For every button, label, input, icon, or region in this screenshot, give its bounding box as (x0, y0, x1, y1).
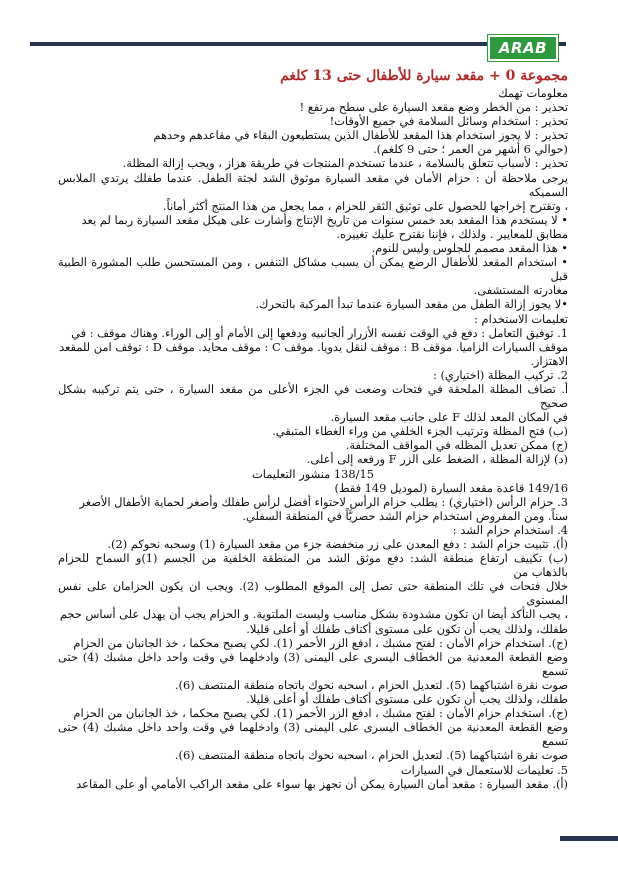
section-heading: 2. تركيب المظلة (اختياري) : (433, 367, 568, 382)
text-line: أ. تضاف المظلة الملحقة في فتحات وضعت في الجزء الأعلى من مقعد السيارة ، حتى يتم تركيبه بشكل صحيح (58, 381, 568, 411)
text-line: (ج). استخدام حزام الأمان : لفتح مشبك ، ادفع الزر الأحمر (1). لكي يصبح محكما ، خذ الجانبان من الحزام (73, 706, 568, 721)
text-line: (حوالي 6 أشهر من العمر ؛ حتى 9 كلغم). (373, 142, 568, 157)
text-line: تحذير : لا يجوز استخدام هذا المقعد للأطفال الذين يستطيعون البقاء في مقاعدهم وحدهم (153, 128, 568, 143)
text-line: سناً. ومن المفروض استخدام حزام الشد حصريَّاً في المنطقة السفلي. (242, 508, 568, 523)
text-line: يرجى ملاحظة أن : حزام الأمان في مقعد السيارة موثوق الشد لجثة الطفل. عندما طفلك يرتدي الملابس السميكه (58, 170, 568, 199)
text-line: (ب) تكييف ارتفاع منطقة الشد: دفع موثق الشد من المنطقة الخلفية من الجسم (1)و السماح للحزام بالذهاب من (58, 551, 568, 580)
text-line: صوت نقرة اشتباكهما (5). لتعديل الحزام ، اسحبه نحوك باتجاه منطقة المنتصف (6). (174, 748, 568, 763)
text-line: تحذير : استخدام وسائل السلامة في جميع الأوقات! (329, 114, 568, 129)
part-label: 149/16 قاعدة مقعد السيارة (لموديل 149 فقط) (334, 480, 568, 495)
text-line: الاهتزاز. (530, 353, 568, 368)
text-line: مغادرته المستشفى. (473, 283, 568, 298)
text-line: وضع القطعة المعدنية من الخطاف اليسرى على اليمنى (3) وادخلهما في وقت واحد داخل مشبك (4) حتى تسمع (58, 649, 568, 678)
text-line: (أ). مقعد السيارة : مقعد أمان السيارة يمكن أن تجهز بها سواء على مقعد الراكب الأمامي أو على المقاعد (76, 776, 568, 791)
text-line: طفلك، ولذلك يجب أن تكون على مستوى أكتاف طفلك أو أعلى قليلا. (246, 692, 568, 707)
section-heading: 4. استخدام حزام الشد : (452, 522, 568, 537)
text-line: (ج) ممكن تعديل المظله في المواقف المختلفة. (345, 438, 568, 453)
text-line: صوت نقرة اشتباكهما (5). لتعديل الحزام ، اسحبه نحوك باتجاه منطقة المنتصف (6). (174, 677, 568, 692)
text-line: طفلك، ولذلك يجب أن تكون على مستوى أكتاف طفلك أو أعلى قليلا. (246, 621, 568, 636)
text-line: (ب) فتح المظلة وترتيب الجزء الخلفي من وراء الغطاء المتبقي. (272, 424, 568, 439)
text-line: تحذير : من الخطر وضع مقعد السيارة على سطح مرتفع ! (299, 100, 568, 115)
text-line: وضع القطعة المعدنية من الخطاف اليسرى على اليمنى (3) وادخلهما في وقت واحد داخل مشبك (4) حتى تسمع (58, 720, 568, 749)
text-line: 1. توفيق التعامل : دفع في الوقت نفسه الأزرار ألجانبيه ودفعها إلى الأمام أو إلى الوراء. وهناك موقف : في (71, 325, 568, 340)
text-line: (أ). تثبيت حزام الشد : دفع المعدن على زر منخفضة جزء من مقعد السيارة (1) وسحبه نحوكم (2). (107, 537, 568, 551)
header-rule (30, 42, 566, 46)
part-label: 138/15 منشور التعليمات (252, 466, 374, 481)
text-line: ، وتقترح إخراجها للحصول على توثيق الثقر للحزام ، مما يجعل من هذا المنتج أكثر أماناً. (162, 198, 568, 213)
text-line: ، يجب التأكد أيضا ان تكون مشدودة بشكل مناسب وليست الملتوية. و الحزام يجب أن يهدل على أساس حجم (59, 607, 568, 622)
text-line: (ج). استخدام حزام الأمان : لفتح مشبك ، ادفع الزر الأحمر (1). لكي يصبح محكما ، خذ الجانبان من الحزام (73, 635, 568, 650)
section-heading: معلومات تهمك (498, 86, 568, 100)
text-line: (د) لإزالة المظلة ، الضغط على الزر F ورفعه إلى أعلى. (306, 452, 568, 467)
text-line: مطابق للمعايير . ولذلك ، فإننا نقترح عليك تغييره. (336, 226, 568, 241)
text-line: • هذا المقعد مصمم للجلوس وليس للنوم. (371, 241, 568, 256)
text-line: خلال فتحات في تلك المنطقة حتى تصل إلى الموقع المطلوب (2). ويجب ان يكون الحزامان على نفس المستوى (58, 579, 568, 608)
text-line: • لا يستخدم هذا المقعد بعد خمس سنوات من تاريخ الإنتاج وأشارت على هيكل مقعد السيارة ربما لم يعد (81, 212, 568, 227)
brand-logo: ARAB (488, 35, 558, 61)
text-line: في المكان المعد لذلك F على جانب مقعد السيارة. (330, 410, 568, 425)
text-line: • استخدام المقعد للأطفال الرضع يمكن أن يسبب مشاكل التنفس ، ومن المستحسن طلب المشورة الطبية قبل (58, 255, 568, 284)
section-heading: 5. تعليمات للاستعمال في السيارات (400, 762, 568, 777)
text-line: تحذير : لأسباب تتعلق بالسلامة ، عندما تستخدم المنتجات في طريقة هزاز ، ويجب إزالة المظلة. (122, 156, 568, 171)
instructions-body (58, 66, 568, 791)
page-title: مجموعة 0 + مقعد سيارة للأطفال حتى 13 كلغم (280, 68, 568, 84)
section-heading: تعليمات الاستخدام : (474, 311, 568, 326)
text-line: 3. حزام الرأس (اختياري) : يطلب حزام الرأس لاحتواء أفضل لرأس طفلك وأصغر لحماية الأطفال الأصغر (79, 494, 568, 509)
text-line: موقف السيارات الزاميا. موقف B : موقف لنقل يدويا. موقف C : موقف محايد. موقف D : توقف امن للمقعد (59, 339, 568, 354)
footer-rule (560, 836, 618, 841)
text-line: •لا يجوز إزالة الطفل من مقعد السيارة عندما تبدأ المركبة بالتحرك. (255, 297, 568, 312)
